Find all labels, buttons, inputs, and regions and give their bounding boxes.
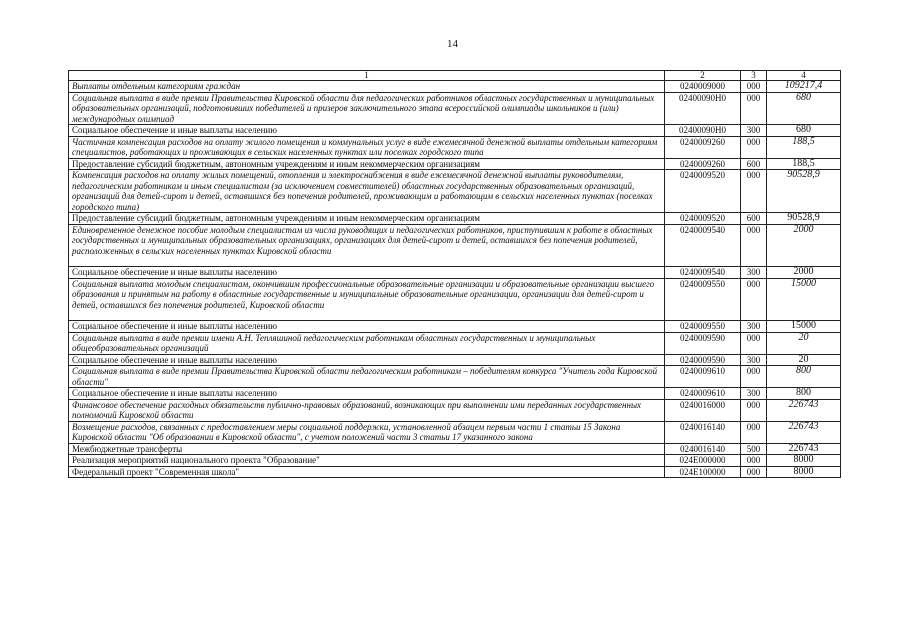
row-amount: 90528,9	[767, 170, 841, 213]
row-amount: 680	[767, 92, 841, 125]
row-description: Социальное обеспечение и иные выплаты населению	[69, 267, 665, 279]
row-code: 0240009260	[665, 158, 741, 170]
table-row	[69, 455, 841, 467]
row-group: 000	[741, 278, 767, 321]
table-row	[69, 332, 841, 354]
row-description: Возмещение расходов, связанных с предоставлением меры социальной поддержки, установленной абзацем первым части 1 статьи 15 Закона Кировской области "Об образовании в Кировской области", с учетом положений части 3 статьи 17 указанного закона	[69, 421, 665, 443]
row-code: 0240016000	[665, 399, 741, 421]
header-col-3: 3	[741, 71, 767, 81]
row-group: 000	[741, 366, 767, 388]
row-amount: 226743	[767, 421, 841, 443]
table-row	[69, 421, 841, 443]
row-amount: 8000	[767, 455, 841, 467]
row-group: 000	[741, 136, 767, 158]
row-amount: 20	[767, 332, 841, 354]
row-description: Предоставление субсидий бюджетным, автономным учреждениям и иным некоммерческим организациям	[69, 213, 665, 225]
row-group: 300	[741, 125, 767, 137]
row-code: 024E000000	[665, 455, 741, 467]
row-group: 000	[741, 170, 767, 213]
table-row	[69, 354, 841, 366]
table-row	[69, 170, 841, 213]
row-description: Социальная выплата молодым специалистам, окончившим профессиональные образовательные организации и образовательные организации высшего образования и принятым на работу в областные государственные и муниципальные образовательные организации, организации для детей-сирот и детей, оставшихся без попечения родителей, Кировской области	[69, 278, 665, 321]
row-code: 0240009540	[665, 267, 741, 279]
row-description: Социальное обеспечение и иные выплаты населению	[69, 388, 665, 400]
header-col-2: 2	[665, 71, 741, 81]
budget-table	[68, 70, 841, 478]
row-group: 600	[741, 213, 767, 225]
row-code: 0240009520	[665, 213, 741, 225]
row-amount: 800	[767, 388, 841, 400]
table-row	[69, 443, 841, 455]
header-col-4: 4	[767, 71, 841, 81]
row-group: 000	[741, 421, 767, 443]
row-description: Социальная выплата в виде премии Правительства Кировской области педагогическим работникам – победителям конкурса "Учитель года Кировской области"	[69, 366, 665, 388]
table-row	[69, 388, 841, 400]
row-description: Социальная выплата в виде премии Правительства Кировской области для педагогических работников областных государственных и муниципальных образовательных организаций, подготовивших победителей и призеров заключительного этапа всероссийской олимпиады школьников и (или) международных олимпиад	[69, 92, 665, 125]
row-description: Социальное обеспечение и иные выплаты населению	[69, 125, 665, 137]
row-group: 000	[741, 81, 767, 93]
row-code: 0240016140	[665, 421, 741, 443]
row-group: 000	[741, 399, 767, 421]
row-description: Федеральный проект "Современная школа"	[69, 466, 665, 478]
row-description: Частичная компенсация расходов на оплату жилого помещения и коммунальных услуг в виде ежемесячной денежной выплаты отдельным категориям специалистов, работающих и проживающих в сельских населенных пунктах или поселках городского типа	[69, 136, 665, 158]
table-row	[69, 321, 841, 333]
row-amount: 8000	[767, 466, 841, 478]
table-row	[69, 267, 841, 279]
row-description: Социальное обеспечение и иные выплаты населению	[69, 354, 665, 366]
table-row	[69, 366, 841, 388]
table-row	[69, 125, 841, 137]
table-row	[69, 224, 841, 267]
row-group: 000	[741, 92, 767, 125]
row-description: Компенсация расходов на оплату жилых помещений, отопления и электроснабжения в виде ежемесячной денежной выплаты руководителям, педагогическим работникам и иным специалистам (за исключением совместителей) областных государственных образовательных организаций, организаций для детей-сирот и детей, оставшихся без попечения родителей, проживающим и работающим в сельских населенных пунктах (поселках городского типа)	[69, 170, 665, 213]
table-row	[69, 136, 841, 158]
row-group: 300	[741, 267, 767, 279]
row-description: Финансовое обеспечение расходных обязательств публично-правовых образований, возникающих при выполнении ими переданных государственных полномочий Кировской области	[69, 399, 665, 421]
row-amount: 2000	[767, 224, 841, 267]
row-group: 000	[741, 224, 767, 267]
row-description: Социальное обеспечение и иные выплаты населению	[69, 321, 665, 333]
row-amount: 2000	[767, 267, 841, 279]
row-group: 300	[741, 388, 767, 400]
row-code: 0240009590	[665, 354, 741, 366]
row-amount: 15000	[767, 278, 841, 321]
table-row	[69, 213, 841, 225]
row-group: 500	[741, 443, 767, 455]
row-description: Реализация мероприятий национального проекта "Образование"	[69, 455, 665, 467]
row-group: 000	[741, 332, 767, 354]
row-code: 0240009590	[665, 332, 741, 354]
row-amount: 20	[767, 354, 841, 366]
row-spacer	[72, 310, 661, 320]
row-description: Межбюджетные трансферты	[69, 443, 665, 455]
row-amount: 15000	[767, 321, 841, 333]
row-code: 0240009550	[665, 321, 741, 333]
header-col-1: 1	[69, 71, 665, 81]
table-row	[69, 399, 841, 421]
row-amount: 226743	[767, 399, 841, 421]
row-description: Выплаты отдельным категориям граждан	[69, 81, 665, 93]
row-amount: 680	[767, 125, 841, 137]
row-code: 0240009610	[665, 366, 741, 388]
row-group: 000	[741, 455, 767, 467]
row-code: 0240009610	[665, 388, 741, 400]
row-code: 02400090Н0	[665, 125, 741, 137]
row-description: Предоставление субсидий бюджетным, автономным учреждениям и иным некоммерческим организациям	[69, 158, 665, 170]
table-header-row	[69, 71, 841, 81]
row-code: 0240009550	[665, 278, 741, 321]
row-amount: 800	[767, 366, 841, 388]
table-row	[69, 81, 841, 93]
row-spacer	[72, 256, 661, 266]
table-row	[69, 278, 841, 321]
row-description: Социальная выплата в виде премии имени А.Н. Тепляшиной педагогическим работникам областных государственных и муниципальных общеобразовательных организаций	[69, 332, 665, 354]
row-group: 300	[741, 354, 767, 366]
row-code: 0240009520	[665, 170, 741, 213]
row-code: 02400090Н0	[665, 92, 741, 125]
page-number: 14	[447, 38, 458, 50]
row-group: 300	[741, 321, 767, 333]
table-row	[69, 92, 841, 125]
row-description: Единовременное денежное пособие молодым специалистам из числа руководящих и педагогических работников, приступившим к работе в областных государственных и муниципальных образовательных организациях, организациях для детей-сирот и детей, оставшихся без попечения родителей, расположенных в сельских населенных пунктах Кировской области	[69, 224, 665, 267]
row-amount: 188,5	[767, 158, 841, 170]
row-amount: 90528,9	[767, 213, 841, 225]
table-row	[69, 158, 841, 170]
row-amount: 188,5	[767, 136, 841, 158]
row-code: 0240016140	[665, 443, 741, 455]
row-code: 0240009000	[665, 81, 741, 93]
table-row	[69, 466, 841, 478]
row-amount: 226743	[767, 443, 841, 455]
row-group: 600	[741, 158, 767, 170]
row-code: 0240009540	[665, 224, 741, 267]
row-code: 024E100000	[665, 466, 741, 478]
row-group: 000	[741, 466, 767, 478]
row-code: 0240009260	[665, 136, 741, 158]
row-amount: 109217,4	[767, 81, 841, 93]
